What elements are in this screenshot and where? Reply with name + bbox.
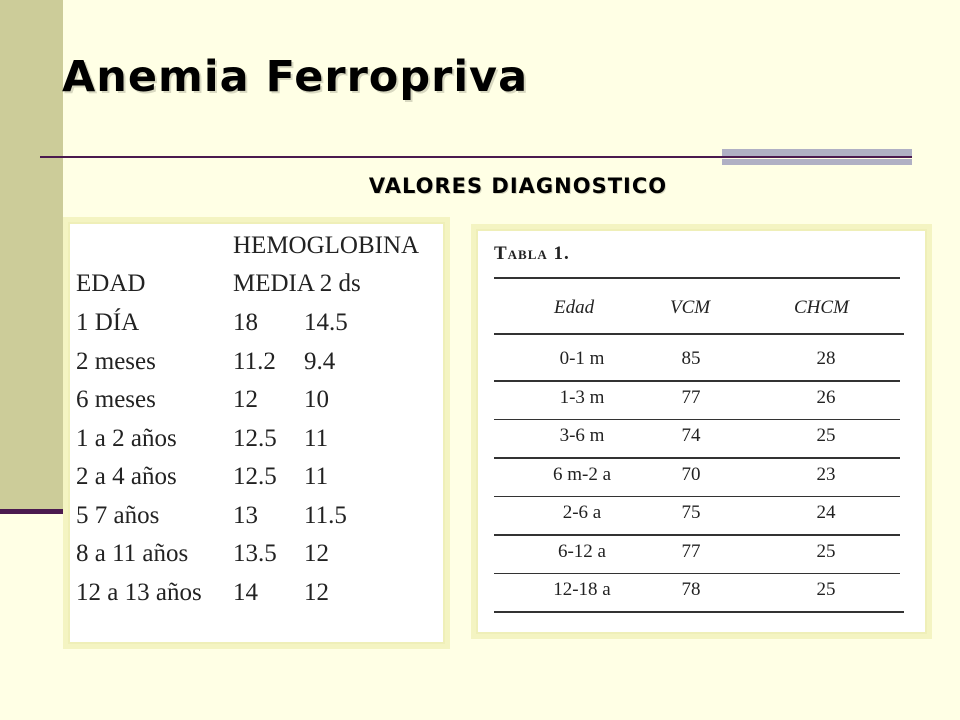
row-rule — [494, 457, 900, 459]
cell-edad: 1 a 2 años — [76, 424, 177, 452]
cell-media: 12.5 — [233, 463, 277, 490]
cell-media: 11.2 — [233, 347, 276, 375]
side-accent-bar — [0, 0, 63, 512]
cell-edad: 6 m-2 a — [552, 463, 612, 485]
row-rule — [494, 419, 900, 421]
cell-media: 18 — [233, 309, 258, 336]
cell-ds: 11 — [304, 463, 329, 490]
cell-vcm: 75 — [681, 502, 701, 523]
cell-chcm: 25 — [816, 540, 836, 562]
hemoglobina-table-panel — [63, 217, 450, 649]
cell-ds: 11 — [304, 424, 329, 452]
row-rule — [494, 496, 900, 498]
row-rule — [494, 534, 900, 536]
cell-vcm: 78 — [681, 579, 701, 600]
row-rule — [494, 611, 904, 613]
cell-edad: 6-12 a — [557, 540, 606, 562]
cell-ds: 11.5 — [304, 501, 347, 529]
cell-chcm: 28 — [816, 348, 836, 369]
divider-accent-lower — [722, 159, 912, 165]
cell-edad: 6 meses — [76, 386, 156, 413]
cell-edad: 3-6 m — [559, 425, 605, 446]
header-media: MEDIA 2 ds — [233, 270, 361, 297]
row-rule — [494, 573, 900, 575]
cell-ds: 12 — [304, 578, 329, 606]
cell-edad: 1-3 m — [559, 386, 605, 408]
cell-chcm: 25 — [816, 425, 836, 446]
cell-media: 12.5 — [233, 424, 277, 452]
header-chcm: CHCM — [794, 297, 849, 318]
cell-edad: 2 meses — [76, 347, 156, 375]
slide-title: Anemia Ferropriva — [62, 52, 529, 102]
cell-edad: 12-18 a — [553, 579, 611, 600]
side-accent-line — [0, 509, 63, 514]
header-vcm: VCM — [670, 297, 711, 318]
cell-ds: 12 — [304, 540, 329, 567]
cell-edad: 5 7 años — [76, 501, 160, 529]
rule-header — [494, 333, 904, 335]
cell-media: 14 — [233, 578, 258, 606]
cell-vcm: 77 — [681, 540, 701, 562]
slide-subtitle: VALORES DIAGNOSTICO — [368, 174, 668, 198]
cell-edad: 8 a 11 años — [76, 540, 189, 567]
cell-ds: 10 — [304, 386, 329, 413]
cell-edad: 1 DÍA — [76, 309, 140, 336]
header-hemoglobina: HEMOGLOBINA — [233, 232, 420, 259]
cell-chcm: 24 — [816, 502, 836, 523]
cell-edad: 0-1 m — [559, 348, 605, 369]
cell-vcm: 85 — [681, 348, 701, 369]
cell-media: 13.5 — [233, 540, 277, 567]
rule-top — [494, 277, 900, 279]
cell-vcm: 77 — [681, 386, 701, 408]
header-edad: Edad — [554, 297, 595, 318]
cell-ds: 14.5 — [304, 309, 348, 336]
cell-chcm: 23 — [816, 463, 836, 485]
cell-vcm: 74 — [681, 425, 701, 446]
header-edad: EDAD — [76, 270, 146, 297]
cell-chcm: 26 — [816, 386, 836, 408]
cell-media: 12 — [233, 386, 258, 413]
cell-edad: 12 a 13 años — [76, 578, 202, 606]
tabla1-panel — [471, 224, 932, 639]
cell-ds: 9.4 — [304, 347, 336, 375]
cell-vcm: 70 — [681, 463, 701, 485]
cell-chcm: 25 — [816, 579, 836, 600]
cell-edad: 2-6 a — [562, 502, 602, 523]
cell-media: 13 — [233, 501, 258, 529]
divider-accent — [722, 149, 912, 156]
row-rule — [494, 380, 900, 382]
title-divider — [40, 156, 912, 158]
cell-edad: 2 a 4 años — [76, 463, 177, 490]
tabla1-title: Tabla 1. — [494, 243, 570, 264]
